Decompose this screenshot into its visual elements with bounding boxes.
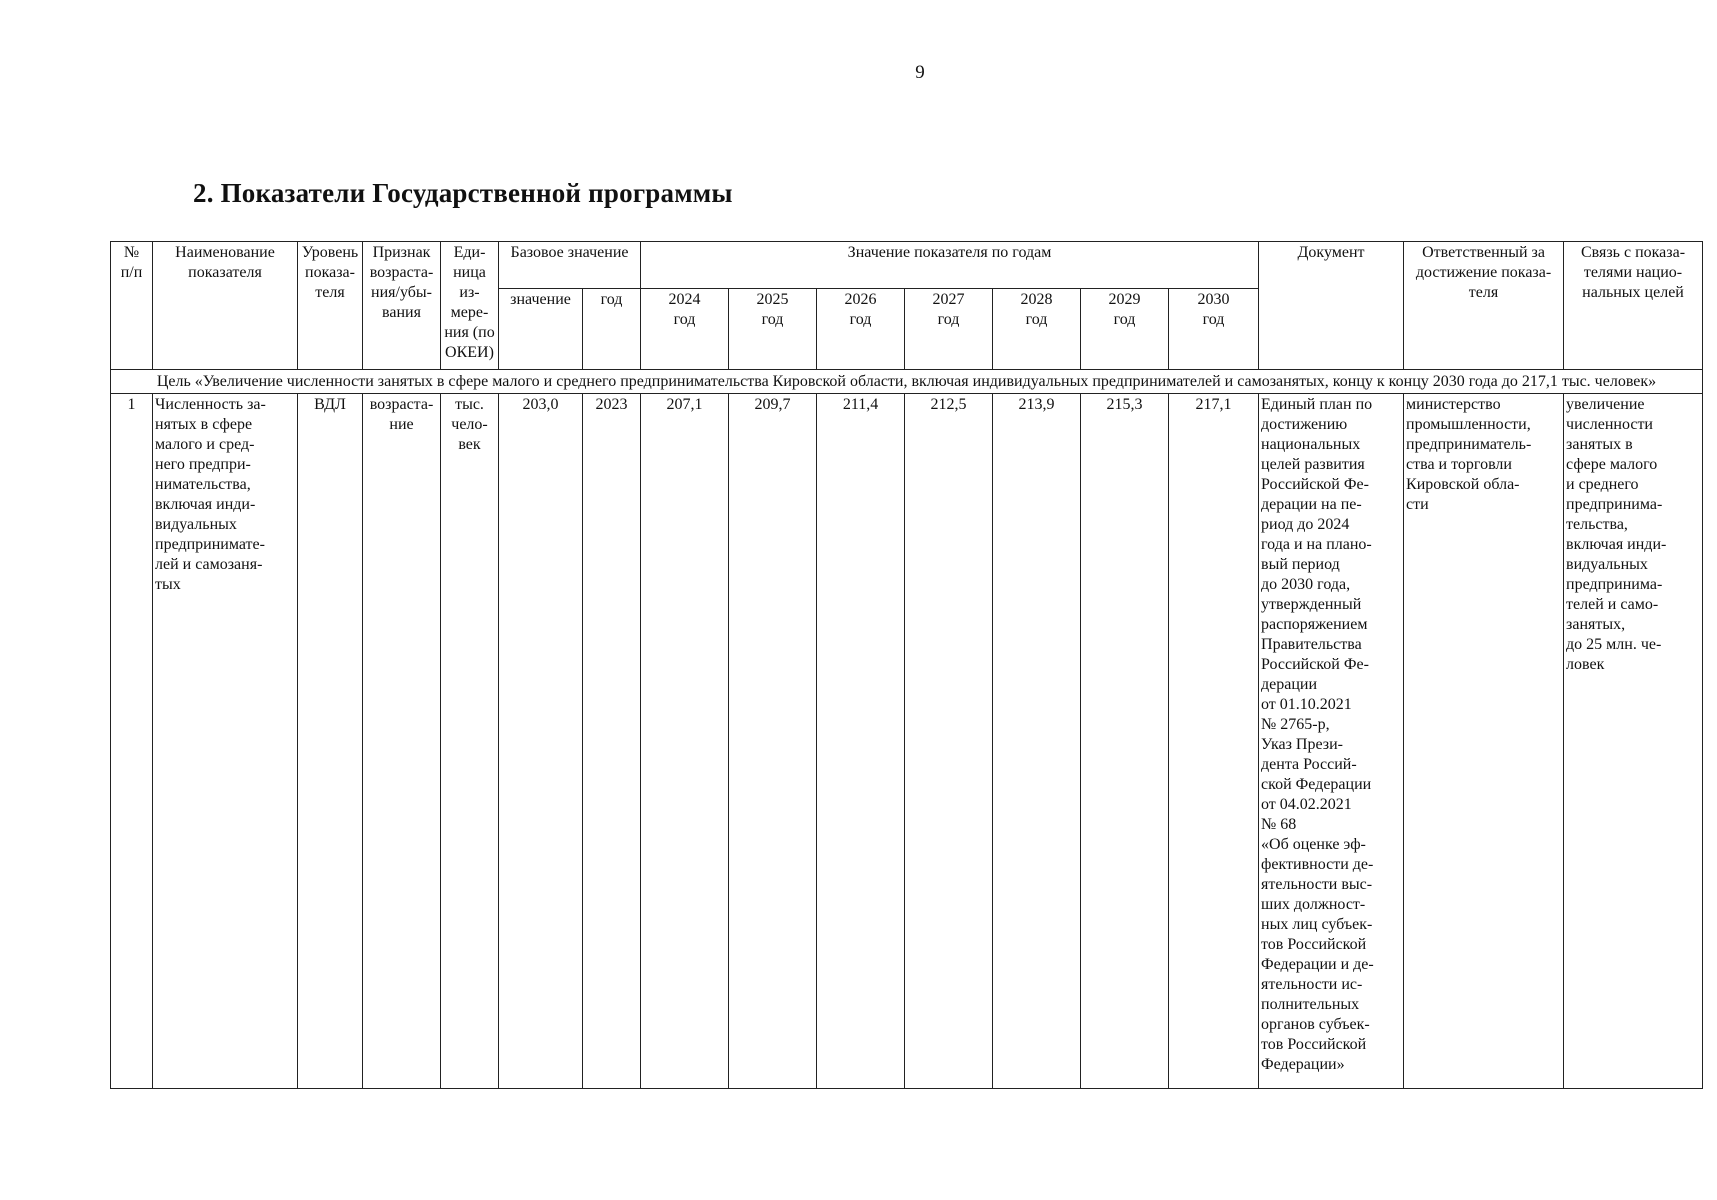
header-level: Уровень показа- теля xyxy=(298,242,363,370)
cell-value-2027: 212,5 xyxy=(905,394,993,1089)
cell-value-2026: 211,4 xyxy=(817,394,905,1089)
page-number: 9 xyxy=(915,62,925,83)
header-row-1 xyxy=(111,242,1703,289)
cell-value-2029: 215,3 xyxy=(1081,394,1169,1089)
cell-num: 1 xyxy=(111,394,153,1089)
cell-unit: тыс. чело- век xyxy=(441,394,499,1089)
cell-document: Единый план по достижению национальных целей развития Российской Фе- дерации на пе- риод до 2024 года и на плано- вый период до 2030 года, утвержденный распоряжением Правительства Российской Фе- дерации от 01.10.2021 № 2765-р, Указ Прези- дента Россий- ской Федерации от 04.02.2021 № 68 «Об оценке эф- фективности де- ятельности выс- ших должност- ных лиц субъек- тов Российской Федерации и де- ятельности ис- полнительных органов субъек- тов Российской Федерации» xyxy=(1259,394,1404,1089)
goal-row xyxy=(111,370,1703,394)
header-num: № п/п xyxy=(111,242,153,370)
cell-value-2025: 209,7 xyxy=(729,394,817,1089)
header-year-2024: 2024 год xyxy=(641,289,729,370)
header-year-2027: 2027 год xyxy=(905,289,993,370)
header-link: Связь с показа- телями нацио- нальных целей xyxy=(1564,242,1703,370)
cell-value-2030: 217,1 xyxy=(1169,394,1259,1089)
header-unit: Еди- ница из- мере- ния (по ОКЕИ) xyxy=(441,242,499,370)
table-row xyxy=(111,394,1703,1089)
header-year-2030: 2030 год xyxy=(1169,289,1259,370)
goal-text: Цель «Увеличение численности занятых в сфере малого и среднего предпринимательства Кировской области, включая индивидуальных предпринимателей и самозанятых, концу к концу 2030 года до 217,1 тыс. человек» xyxy=(111,370,1703,394)
header-by-years: Значение показателя по годам xyxy=(641,242,1259,289)
cell-level: ВДЛ xyxy=(298,394,363,1089)
header-base-year: год xyxy=(583,289,641,370)
indicators-table xyxy=(110,241,1703,1089)
cell-responsible: министерство промышленности, предприниматель- ства и торговли Кировской обла- сти xyxy=(1404,394,1564,1089)
header-name: Наименование показателя xyxy=(153,242,298,370)
header-year-2026: 2026 год xyxy=(817,289,905,370)
header-year-2029: 2029 год xyxy=(1081,289,1169,370)
cell-value-2024: 207,1 xyxy=(641,394,729,1089)
cell-name: Численность за- нятых в сфере малого и сред- него предпри- нимательства, включая инди- видуальных предпринимате- лей и самозаня- тых xyxy=(153,394,298,1089)
cell-value-2028: 213,9 xyxy=(993,394,1081,1089)
header-base-value: значение xyxy=(499,289,583,370)
cell-base-value: 203,0 xyxy=(499,394,583,1089)
section-title: 2. Показатели Государственной программы xyxy=(193,178,733,208)
header-year-2025: 2025 год xyxy=(729,289,817,370)
cell-trend: возраста- ние xyxy=(363,394,441,1089)
header-trend: Признак возраста- ния/убы- вания xyxy=(363,242,441,370)
header-year-2028: 2028 год xyxy=(993,289,1081,370)
header-document: Документ xyxy=(1259,242,1404,370)
cell-link: увеличение численности занятых в сфере малого и среднего предпринима- тельства, включая инди- видуальных предпринима- телей и само- занятых, до 25 млн. че- ловек xyxy=(1564,394,1703,1089)
header-base: Базовое значение xyxy=(499,242,641,289)
cell-base-year: 2023 xyxy=(583,394,641,1089)
header-responsible: Ответственный за достижение показа- теля xyxy=(1404,242,1564,370)
